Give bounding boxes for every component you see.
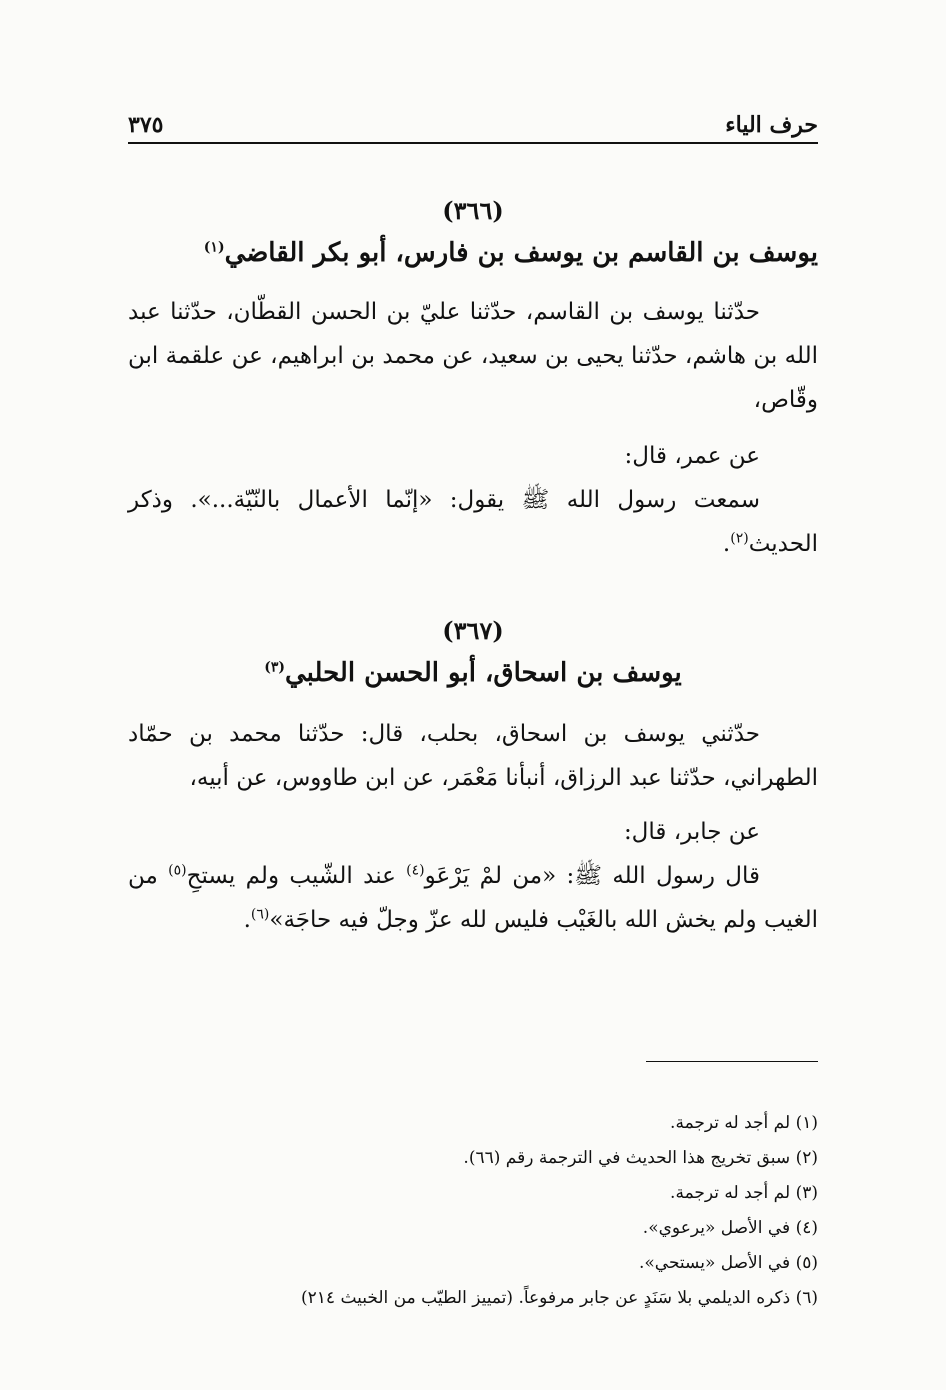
hadith-text: سمعت رسول الله ﷺ يقول: «إنّما الأعمال بالنّيّة...». وذكر الحديث — [128, 487, 818, 557]
hadith-text-366: سمعت رسول الله ﷺ يقول: «إنّما الأعمال بالنّيّة...». وذكر الحديث$^{(٢)}$. — [128, 487, 818, 557]
entry-title-text: يوسف بن القاسم بن يوسف بن فارس، أبو بكر القاضي — [224, 238, 818, 268]
entry-number-366: (٣٦٦) — [442, 196, 504, 225]
footnote-ref: (٤) — [406, 862, 425, 879]
footnote-ref: (٥) — [168, 862, 187, 879]
page-number: ٣٧٥ — [128, 112, 164, 138]
footnote-ref: (٦) — [250, 906, 270, 923]
entry-title-367 — [128, 658, 818, 688]
running-header — [128, 104, 818, 144]
narrator-367: عن جابر، قال: — [623, 819, 760, 845]
footnote-separator — [646, 1061, 818, 1062]
entry-title-text: يوسف بن اسحاق، أبو الحسن الحلبي — [284, 658, 682, 688]
entry-number-367: (٣٦٧) — [442, 616, 504, 645]
section-title: حرف الياء — [725, 112, 818, 138]
footnotes — [128, 1106, 818, 1316]
footnote-3: (٣) لم أجد له ترجمة. — [670, 1183, 818, 1203]
footnote-ref: (٣) — [264, 659, 285, 676]
footnote-5: (٥) في الأصل «يستحي». — [638, 1253, 818, 1273]
footnote-2: (٢) سبق تخريج هذا الحديث في الترجمة رقم (٦٦). — [463, 1148, 818, 1168]
narrator-366: عن عمر، قال: — [624, 443, 760, 469]
footnote-1: (١) لم أجد له ترجمة. — [670, 1113, 818, 1133]
footnote-6: (٦) ذكره الديلمي بلا سَنَدٍ عن جابر مرفوعاً. (تمييز الطيّب من الخبيث ٢١٤) — [301, 1288, 818, 1308]
footnote-4: (٤) في الأصل «يرعوي». — [642, 1218, 818, 1238]
isnad-367: حدّثني يوسف بن اسحاق، بحلب، قال: حدّثنا محمد بن حمّاد الطهراني، حدّثنا عبد الرزاق، أنبأنا مَعْمَر، عن ابن طاووس، عن أبيه، — [128, 721, 818, 791]
footnote-ref: (٢) — [730, 530, 749, 547]
entry-title-366 — [128, 238, 818, 268]
footnote-ref: (١) — [203, 239, 225, 256]
isnad-366: حدّثنا يوسف بن القاسم، حدّثنا عليّ بن الحسن القطّان، حدّثنا عبد الله بن هاشم، حدّثنا يحيى بن سعيد، عن محمد بن ابراهيم، عن علقمة ابن وقّاص، — [128, 299, 818, 413]
hadith-text-367: قال رسول الله ﷺ: «من لمْ يَرْعَو$^{(٤)}$ عند الشّيب ولم يستحِ$^{(٥)}$ من الغيب ولم يخش الله بالغَيْب فليس لله عزّ وجلّ فيه حاجَة»$^{(٦)}$. — [128, 862, 818, 933]
